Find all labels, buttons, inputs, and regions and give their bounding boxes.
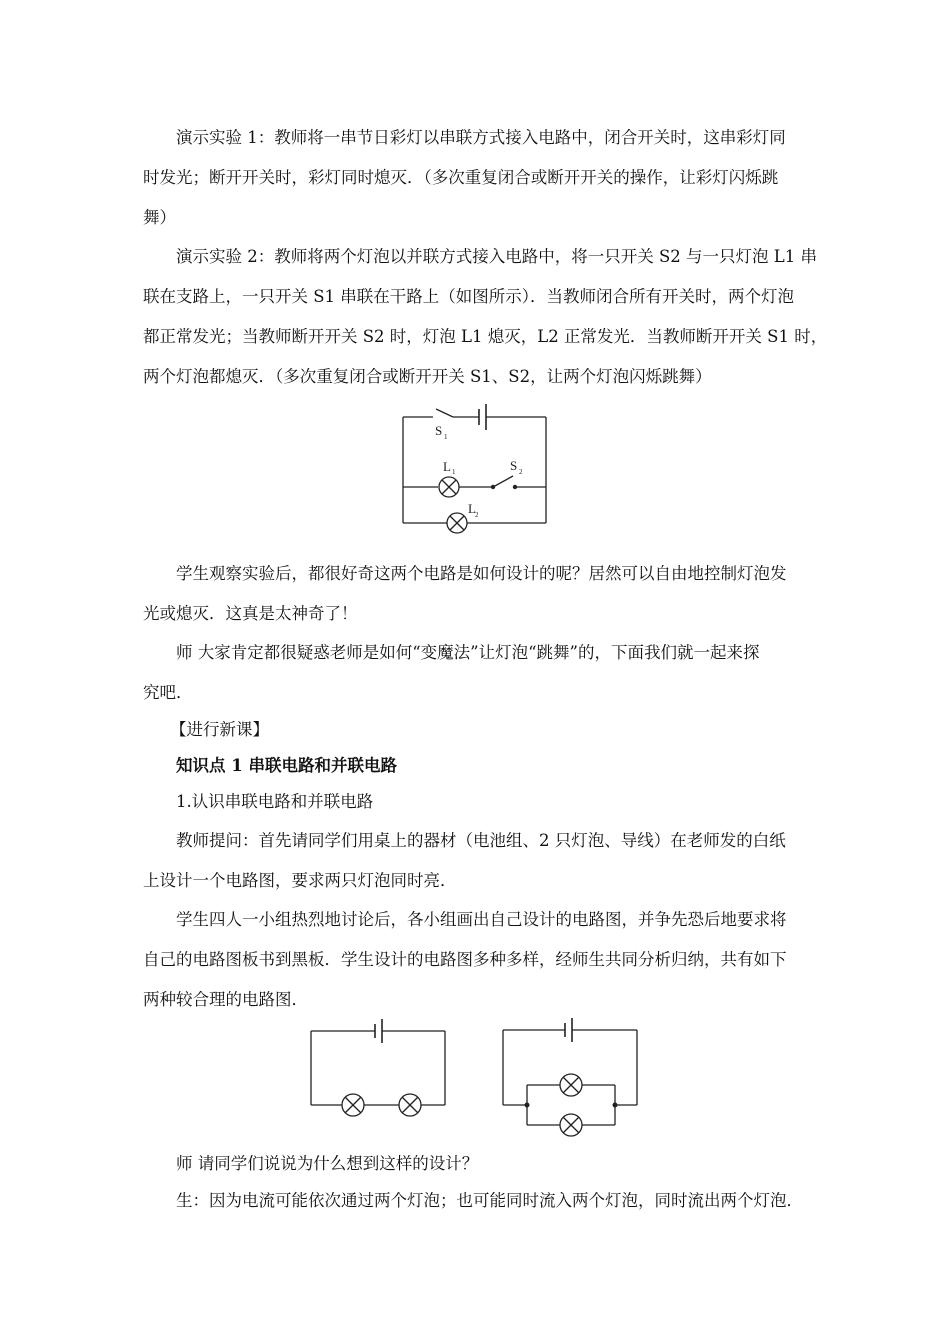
teacher2-line: 师 请同学们说说为什么想到这样的设计？ <box>176 1154 479 1173</box>
observe-line-2: 光或熄灭．这真是太神奇了！ <box>143 604 358 623</box>
observe-line-1: 学生观察实验后，都很好奇这两个电路是如何设计的呢？居然可以自由地控制灯泡发 <box>176 564 787 583</box>
parallel-circuit-figure <box>497 1015 647 1140</box>
demo2-line-4: 两个灯泡都熄灭．（多次重复闭合或断开开关 S1、S2，让两个灯泡闪烁跳舞） <box>143 367 712 386</box>
subheading-1: 1.认识串联电路和并联电路 <box>176 792 374 811</box>
label-l1-sub: 1 <box>452 468 456 476</box>
label-l2-sub: 2 <box>475 511 479 519</box>
teacher1-line-2: 究吧． <box>143 683 193 702</box>
demo1-line-2: 时发光；断开开关时，彩灯同时熄灭．（多次重复闭合或断开开关的操作，让彩灯闪烁跳 <box>143 168 779 187</box>
label-s2: S <box>510 458 518 473</box>
label-s2-sub: 2 <box>519 468 523 476</box>
knowledge-point-heading: 知识点 1 串联电路和并联电路 <box>176 756 397 775</box>
label-s1: S <box>435 423 443 438</box>
demo2-line-2: 联在支路上，一只开关 S1 串联在干路上（如图所示）．当教师闭合所有开关时，两个灯泡 <box>143 287 795 306</box>
label-s1-sub: 1 <box>444 433 448 441</box>
ask-line-2: 上设计一个电路图，要求两只灯泡同时亮． <box>143 871 457 890</box>
switch-s2-blade <box>493 476 513 487</box>
teacher1-line-1: 师 大家肯定都很疑惑老师是如何“变魔法”让灯泡“跳舞”的，下面我们就一起来探 <box>176 643 760 662</box>
group-line-3: 两种较合理的电路图． <box>143 990 308 1009</box>
section-heading: 【进行新课】 <box>170 720 269 739</box>
group-line-2: 自己的电路图板书到黑板．学生设计的电路图多种多样，经师生共同分析归纳，共有如下 <box>143 950 787 969</box>
switch-s1-blade <box>436 409 453 417</box>
demo1-line-1: 演示实验 1：教师将一串节日彩灯以串联方式接入电路中，闭合开关时，这串彩灯同 <box>176 128 786 147</box>
circuit-figure-demo2 <box>393 400 573 535</box>
demo2-line-3: 都正常发光；当教师断开开关 S2 时，灯泡 L1 熄灭，L2 正常发光．当教师断开开关 S1 时， <box>143 327 828 346</box>
label-l1: L <box>443 459 451 474</box>
demo1-line-3: 舞） <box>143 208 176 227</box>
student-answer-line: 生：因为电流可能依次通过两个灯泡；也可能同时流入两个灯泡，同时流出两个灯泡． <box>176 1191 803 1210</box>
series-circuit-figure <box>305 1018 455 1118</box>
demo2-line-1: 演示实验 2：教师将两个灯泡以并联方式接入电路中，将一只开关 S2 与一只灯泡 L1 串 <box>176 247 817 266</box>
ask-line-1: 教师提问：首先请同学们用桌上的器材（电池组、2 只灯泡、导线）在老师发的白纸 <box>176 831 786 850</box>
group-line-1: 学生四人一小组热烈地讨论后，各小组画出自己设计的电路图，并争先恐后地要求将 <box>176 910 787 929</box>
label-l2: L <box>468 501 476 516</box>
